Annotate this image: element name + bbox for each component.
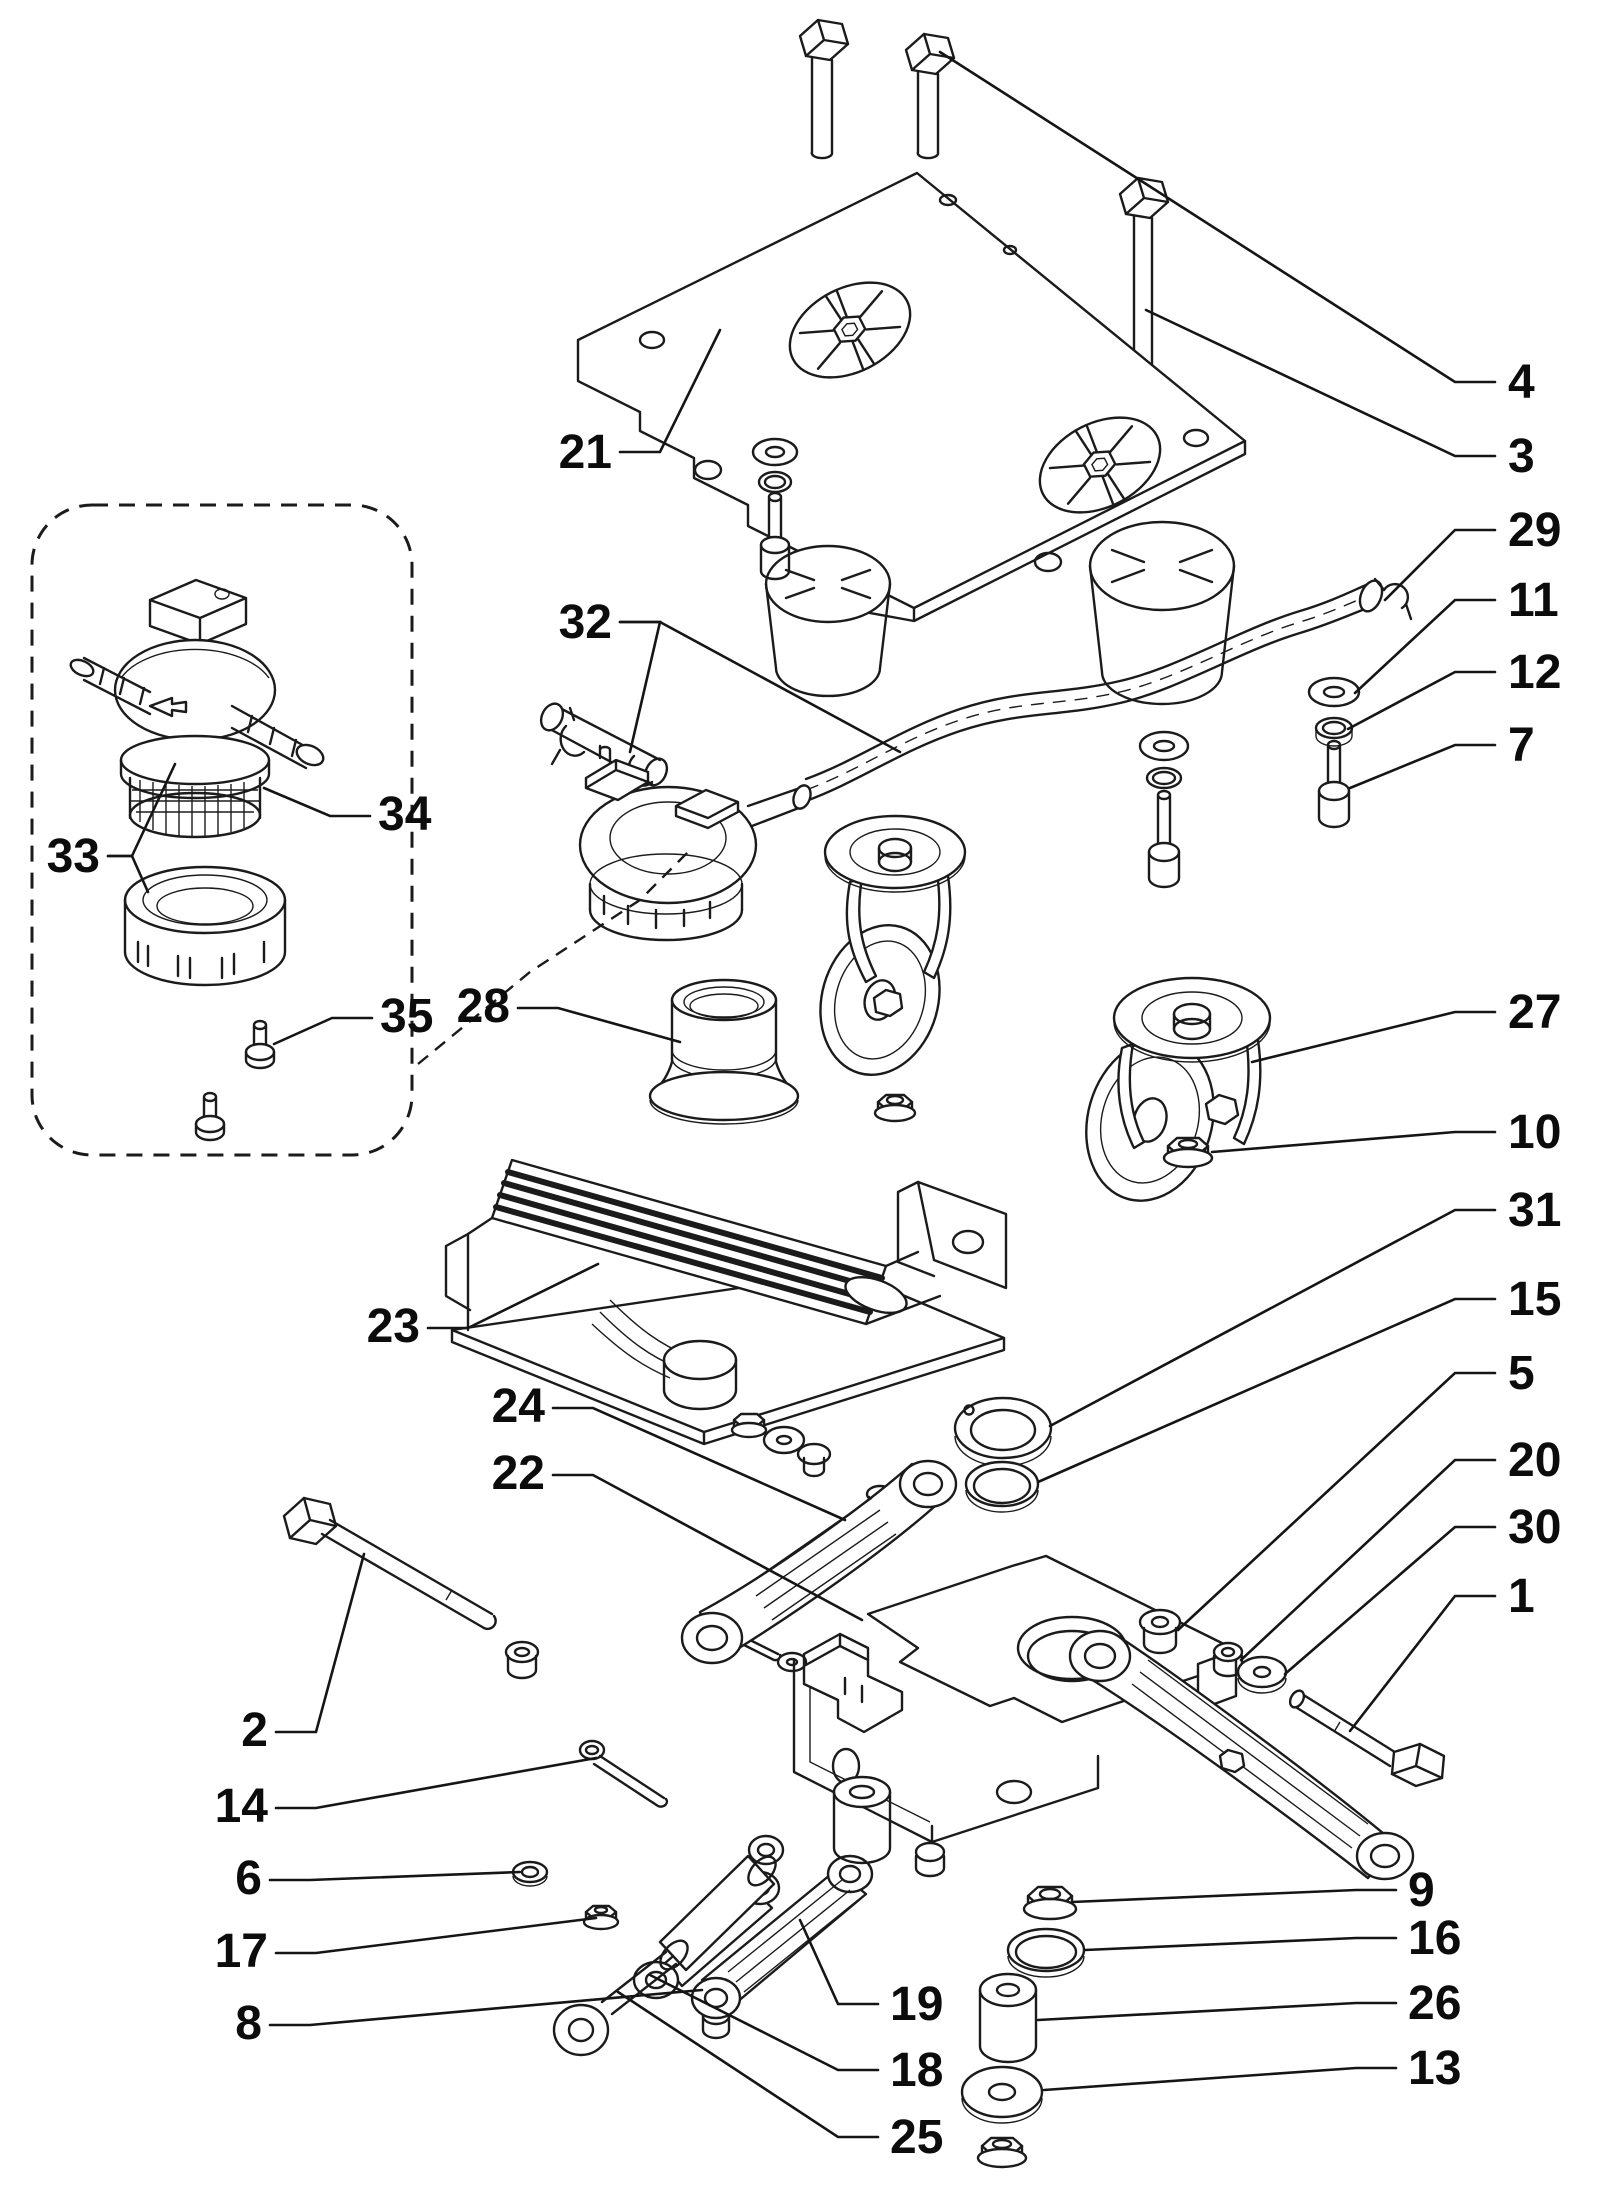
callout-18-label: 18	[890, 2044, 944, 2097]
part-nut-caster-left	[875, 1095, 915, 1121]
callout-1-leader-1	[1350, 1596, 1495, 1731]
callout-11-leader-1	[1355, 600, 1495, 693]
callout-30-label: 30	[1508, 1501, 1562, 1554]
callout-18-leader-1	[650, 1975, 878, 2070]
callout-6	[235, 1852, 520, 1905]
callout-5-label: 5	[1508, 1347, 1535, 1400]
callout-3-label: 3	[1508, 430, 1535, 483]
part-nut-17	[584, 1906, 618, 1929]
callout-12	[1348, 646, 1561, 729]
callout-14	[215, 1758, 596, 1833]
callout-25-leader-1	[618, 1992, 878, 2137]
callout-22-label: 22	[491, 1447, 545, 1500]
callout-32-leader-2	[620, 622, 900, 752]
callout-31-leader-1	[1050, 1210, 1495, 1426]
callout-28	[457, 980, 680, 1042]
callout-2-label: 2	[241, 1704, 268, 1757]
part-bolt-1	[1287, 1688, 1444, 1786]
part-isolator-cup-left	[766, 546, 890, 696]
callout-32-leader-1	[620, 622, 660, 752]
callout-8-leader-1	[270, 1990, 702, 2025]
callout-24-label: 24	[491, 1380, 545, 1433]
part-spacer-26	[980, 1974, 1036, 2062]
callout-35-label: 35	[380, 990, 434, 1043]
part-bolt-2	[284, 1498, 496, 1629]
part-screw-35b	[196, 1093, 224, 1140]
callout-6-leader-1	[270, 1872, 520, 1880]
callout-28-leader-1	[518, 1008, 680, 1042]
callout-8-label: 8	[235, 1997, 262, 2050]
part-caster-left	[803, 816, 965, 1089]
callout-10-leader-1	[1212, 1132, 1495, 1152]
callout-20-label: 20	[1508, 1434, 1562, 1487]
callout-13-leader-1	[1044, 2068, 1396, 2090]
part-washer-30	[1238, 1657, 1286, 1693]
callout-30-leader-1	[1285, 1527, 1495, 1674]
callout-7-label: 7	[1508, 719, 1535, 772]
callout-16	[1085, 1912, 1461, 1965]
callout-12-label: 12	[1508, 646, 1562, 699]
callout-21-label: 21	[558, 426, 612, 479]
callout-10-label: 10	[1508, 1106, 1562, 1159]
callout-9-leader-1	[1072, 1890, 1396, 1902]
callout-2	[241, 1554, 364, 1757]
part-bolt-14	[580, 1741, 667, 1807]
callout-15-leader-1	[1038, 1299, 1495, 1482]
callout-27-leader-1	[1252, 1012, 1495, 1062]
callout-20-leader-1	[1241, 1460, 1495, 1660]
callout-27-label: 27	[1508, 986, 1562, 1039]
callout-23-label: 23	[366, 1300, 420, 1353]
callout-19-label: 19	[890, 1978, 944, 2031]
callout-15-label: 15	[1508, 1273, 1562, 1326]
part-washer-11	[1309, 678, 1359, 706]
callout-17-label: 17	[214, 1925, 268, 1978]
callout-10	[1212, 1106, 1561, 1159]
part-filter-element	[121, 736, 269, 837]
part-filter-bowl-ring	[125, 867, 285, 985]
callout-27	[1252, 986, 1561, 1062]
callout-26-label: 26	[1408, 1977, 1462, 2030]
callout-13	[1044, 2042, 1461, 2095]
part-bolt-4	[906, 34, 954, 158]
callout-7	[1350, 719, 1535, 788]
part-bolt-7	[1319, 741, 1349, 827]
callout-14-leader-1	[276, 1758, 596, 1808]
callout-32-label: 32	[558, 596, 612, 649]
callout-28-label: 28	[456, 980, 510, 1033]
callout-31	[1050, 1184, 1561, 1426]
part-washer-stack-b	[1140, 732, 1188, 887]
callout-35	[274, 990, 433, 1044]
callout-1-label: 1	[1508, 1570, 1535, 1623]
part-isolator-cup-right	[1090, 522, 1234, 704]
callout-6-label: 6	[235, 1852, 262, 1905]
callout-33-label: 33	[46, 830, 100, 883]
part-fuel-valve	[580, 746, 814, 940]
callout-4-label: 4	[1508, 356, 1535, 409]
callout-29-leader-1	[1385, 530, 1495, 600]
part-screw-35a	[246, 1021, 274, 1068]
callout-17-leader-1	[276, 1918, 596, 1953]
callout-26	[1038, 1977, 1461, 2030]
part-spacer-center	[834, 1777, 944, 1876]
callout-19	[800, 1920, 943, 2031]
callout-15	[1038, 1273, 1561, 1482]
callout-25-label: 25	[890, 2111, 944, 2164]
callout-35-leader-1	[274, 1018, 372, 1044]
callout-29-label: 29	[1508, 504, 1562, 557]
callout-34-label: 34	[378, 788, 432, 841]
part-washer-31	[955, 1398, 1051, 1466]
part-nut-9	[1024, 1887, 1076, 1919]
callout-13-label: 13	[1408, 2042, 1462, 2095]
part-washer-13	[962, 2067, 1042, 2123]
part-caster-27	[1068, 978, 1270, 1216]
callout-5-leader-1	[1178, 1373, 1495, 1630]
callout-16-leader-1	[1085, 1938, 1396, 1950]
callout-17	[215, 1918, 596, 1978]
part-rubber-sleeve	[650, 980, 798, 1124]
callout-16-label: 16	[1408, 1912, 1462, 1965]
part-bushing-bolt2	[506, 1642, 538, 1678]
callout-34	[264, 788, 432, 841]
part-ring-15	[966, 1462, 1038, 1512]
part-nut-10	[1164, 1138, 1212, 1167]
callout-9-label: 9	[1408, 1864, 1435, 1917]
callout-34-leader-1	[264, 788, 370, 816]
callout-14-label: 14	[214, 1780, 268, 1833]
callout-5	[1178, 1347, 1535, 1630]
part-washer-6	[513, 1862, 547, 1886]
callout-7-leader-1	[1350, 745, 1495, 788]
part-ring-16	[1008, 1929, 1084, 1977]
callout-31-label: 31	[1508, 1184, 1562, 1237]
callout-26-leader-1	[1038, 2003, 1396, 2020]
callout-11-label: 11	[1508, 574, 1559, 627]
callout-2-leader-1	[276, 1554, 364, 1732]
part-bolt-top-left	[800, 20, 848, 158]
part-nut-bottom	[978, 2138, 1026, 2167]
